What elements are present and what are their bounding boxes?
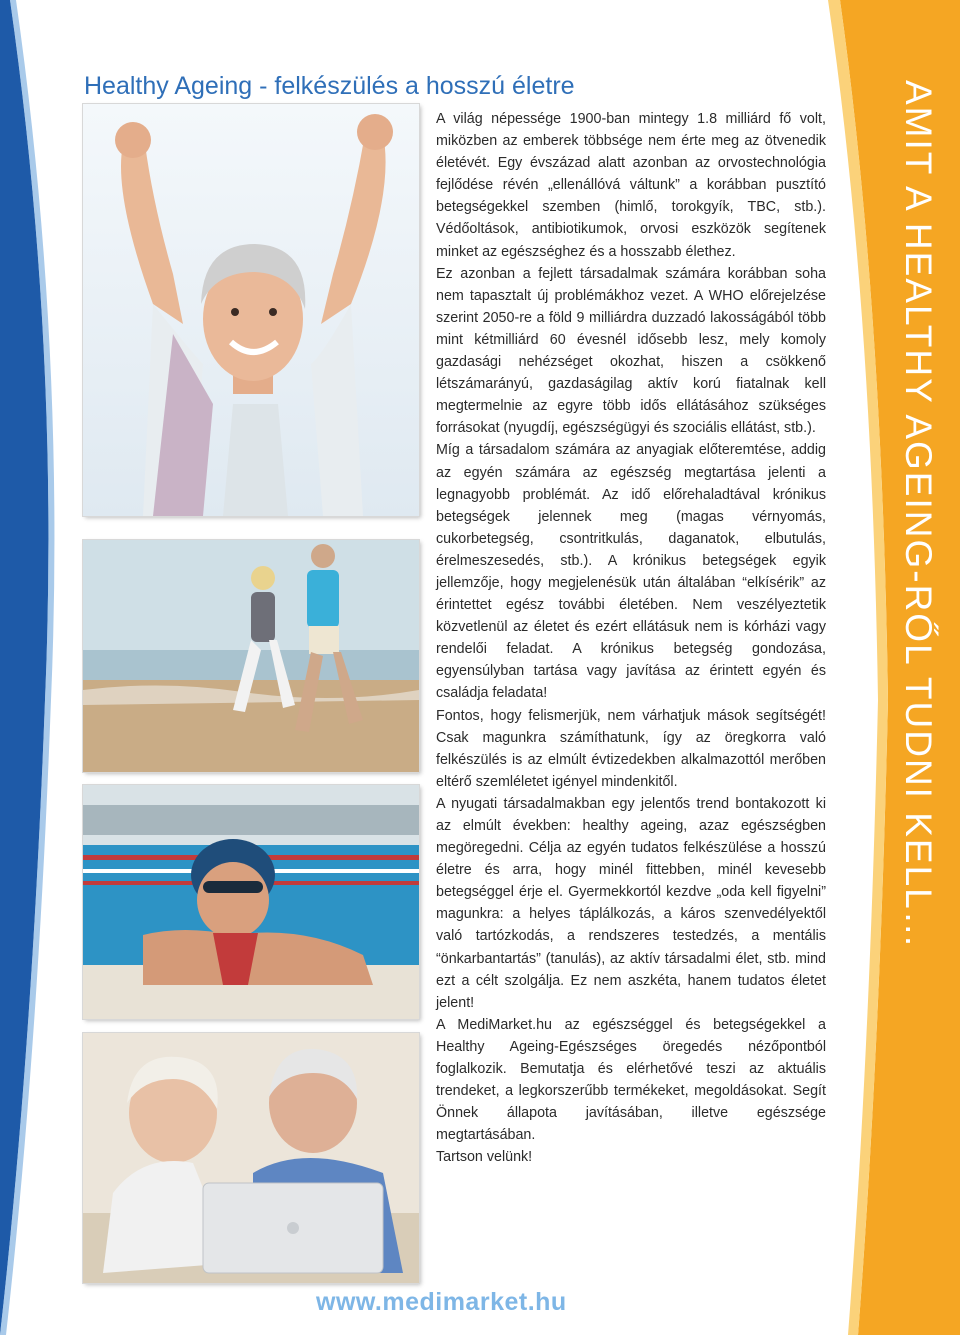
paragraph-closing: Tartson velünk!	[436, 1149, 533, 1166]
article-body	[436, 108, 826, 1169]
paragraph-who-forecast: Ez azonban a fejlett társadalmak számára korábban soha nem tapasztalt új problémákhoz vezet. A WHO előrejelzése szerint 2050-re a föld 9 milliárdra duzzadó lakosságából több mint kétmilliárd 60 évesnél idősebb lesz, mely komoly gazdasági nehézséget okozhat, hiszen a csökkenő létszámarányú, gazdaságilag aktív korú fiatalnak kell megtermelnie az egyre több idős ellátásához szükséges forrásokat (nyugdíj, egészségügyi és szociális ellátást, stb.).	[436, 265, 826, 437]
photo-elderly-woman-cheering	[83, 104, 419, 516]
paragraph-self-reliance: Fontos, hogy felismerjük, nem várhatjuk mások segítségét! Csak magunkra számíthatunk, így az öregkorra való felkészülés is az elmúlt évtizedekben alkalmazottól merőben eltérő szemléletet igényel mindenkitől.	[436, 707, 826, 790]
photo-couple-running-beach	[83, 540, 419, 772]
left-blue-band	[0, 0, 60, 1335]
footer-website-link[interactable]: www.medimarket.hu	[316, 1288, 567, 1316]
paragraph-medimarket: A MediMarket.hu az egészséggel és betegségekkel a Healthy Ageing-Egészséges öregedés nézőpontból foglalkozik. Bemutatja és elérhetővé teszi az aktuális trendeket, a legkorszerűbb termékeket, megoldásokat. Segít Önnek állapota javításában, illetve egészsége megtartásában.	[436, 1016, 826, 1144]
photo-senior-couple-laptop	[83, 1033, 419, 1283]
side-vertical-title: AMIT A HEALTHY AGEING-RŐL TUDNI KELL…	[898, 80, 939, 950]
page-title: Healthy Ageing - felkészülés a hosszú életre	[84, 72, 575, 100]
photo-woman-swimming-pool	[83, 785, 419, 1019]
paragraph-chronic-diseases: Míg a társadalom számára az anyagiak előteremtése, addig az egyén számára az egészség megtartása jelenti a legnagyobb problémát. Az idő előrehaladtával krónikus betegségek jelennek meg (magas vérnyomás, cukorbetegség, csontritkulás, daganatok, elbutulás, érelmeszesedés, stb.). A krónikus betegségek egyik jellemzője, hogy megjelenésük után általában “elkísérik” az érintettet egész további életében. Nem veszélyeztetik közvetlenül az életet és ezért ellátásuk nem is kórházi vagy rendelői feladat. A krónikus betegség gondozása, egyensúlyban tartása vagy javítása az érintett egyén és családja feladata!	[436, 442, 826, 702]
paragraph-healthy-ageing-trend: A nyugati társadalmakban egy jelentős trend bontakozott ki az elmúlt években: healthy ageing, azaz egészségben megöregedni. Célja az egyén tudatos felkészülése a hosszú életre és arra, hogy minél fittebben, minél kevesebb betegséggel érje el. Gyermekkortól kezdve „oda kell figyelni” magunkra: a helyes táplálkozás, a káros szenvedélyektől való tartózkodás, a rendszeres testedzés, a mentális “önkarbantartás” (tanulás), az aktív társadalmi élet, stb. mind ezt a célt szolgálja. Ez nem aszkéta, hanem tudatos életet jelent!	[436, 795, 826, 1011]
paragraph-intro: A világ népessége 1900-ban mintegy 1.8 milliárd fő volt, miközben az emberek többsége nem érte meg az ötvenedik életévét. Egy évszázad alatt azonban az orvostechnológia fejlődése révén „ellenállóvá váltunk” a korábban pusztító betegségekkel szemben (himlő, torokgyík, TBC, stb.). Védőoltások, antibiotikumok, orvosi eszközök segítenek minket az egészséghez és a hosszabb élethez.	[436, 111, 826, 260]
